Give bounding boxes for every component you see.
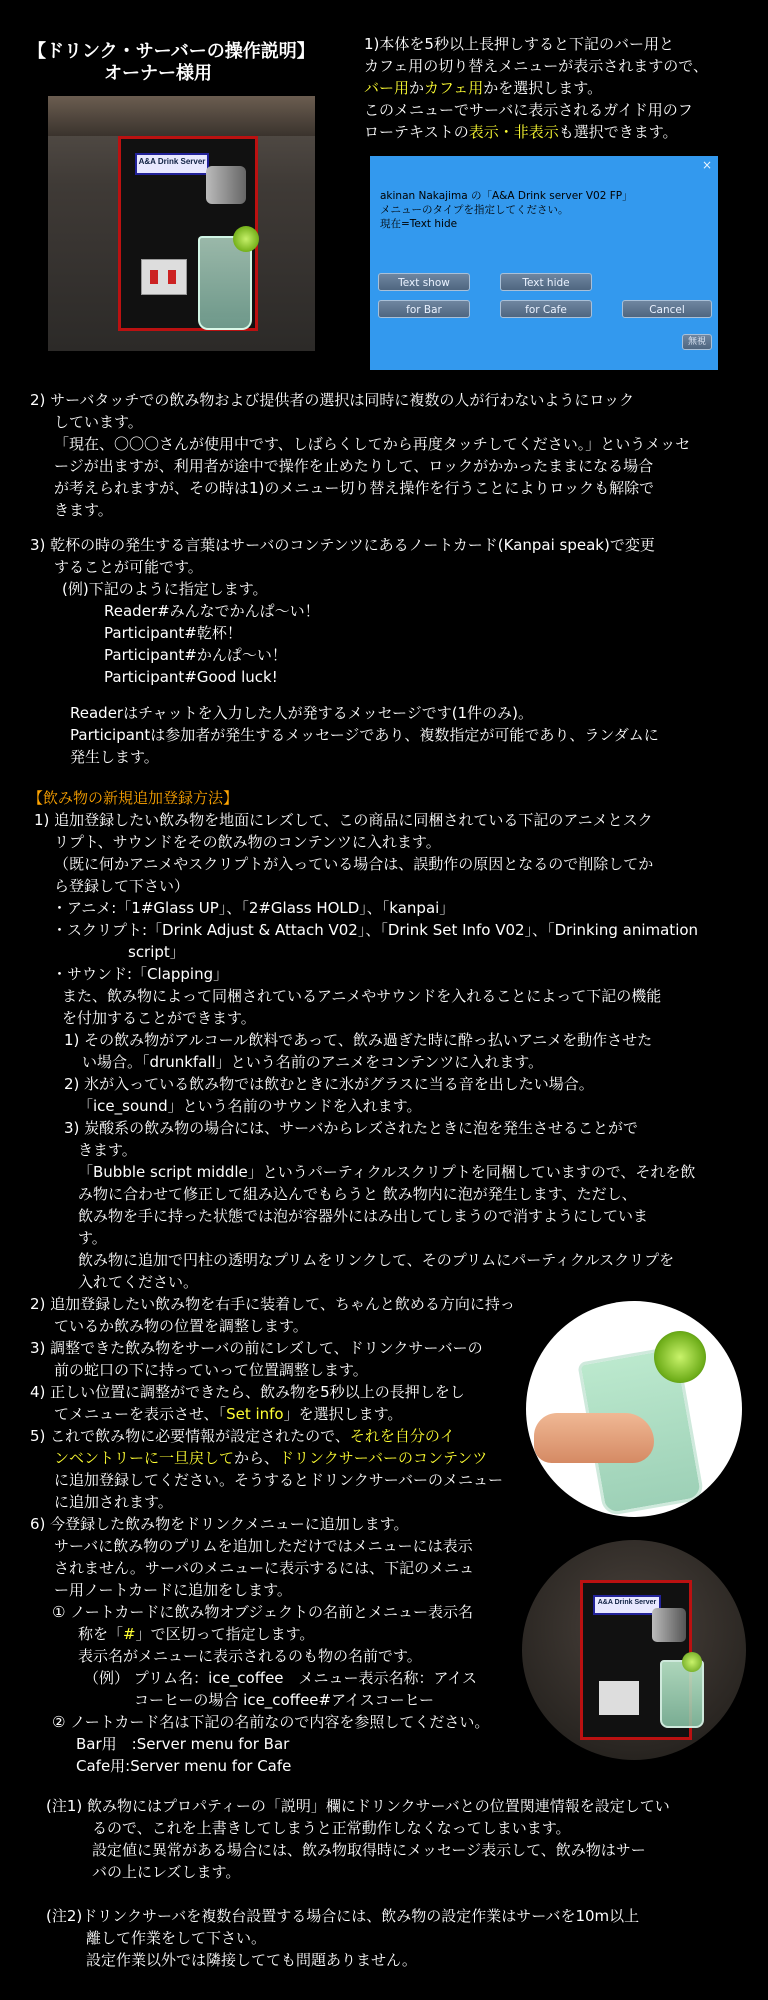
option1-line-2: い場合。「drunkfall」という名前のアニメをコンテンツに入れます。 [82, 1053, 543, 1071]
server-label: A&A Drink Server [135, 153, 209, 175]
sec3-note-2: Participantは参加者が発生するメッセージであり、複数指定が可能であり、ランダムに [70, 726, 659, 744]
server-glass-photo [522, 1540, 746, 1760]
hash-highlight: # [123, 1625, 136, 1643]
page-subtitle: オーナー様用 [104, 63, 212, 84]
ignore-button[interactable]: 無視 [682, 334, 712, 350]
for-cafe-button[interactable]: for Cafe [500, 300, 592, 318]
step5-line-4: に追加されます。 [54, 1493, 173, 1511]
bar-shelf [48, 96, 315, 136]
lime-slice [233, 226, 259, 252]
intro-float-text: ローテキストの [364, 123, 469, 141]
page-title: 【ドリンク・サーバーの操作説明】 [28, 41, 315, 62]
circle1-example-2: コーヒーの場合 ice_coffee#アイスコーヒー [134, 1691, 434, 1709]
lime-slice [654, 1331, 706, 1383]
step3-line-1: 3) 調整できた飲み物をサーバの前にレズして、ドリンクサーバーの [30, 1339, 483, 1357]
sec3-example-4: Participant#Good luck! [104, 668, 278, 686]
option3-line-4: み物に合わせて修正して組み込んでもらうと 飲み物内に泡が発生します、ただし、 [78, 1185, 637, 1203]
option3-line-8: 入れてください。 [78, 1273, 199, 1291]
step2-line-2: ているか飲み物の位置を調整します。 [54, 1317, 308, 1335]
note1-line-3: 設定値に異常がある場合には、飲み物取得時にメッセージ表示して、飲み物はサー [92, 1841, 646, 1859]
cancel-button[interactable]: Cancel [622, 300, 712, 318]
bar-highlight: バー用 [364, 79, 410, 97]
show-hide-highlight: 表示・非表示 [468, 123, 559, 141]
circle1-line-2 [78, 1624, 314, 1646]
step6-line-4: ー用ノートカードに追加をします。 [54, 1581, 292, 1599]
server-label: A&A Drink Server [593, 1595, 661, 1615]
option3-line-6: す。 [78, 1229, 107, 1247]
sec2-line-6: きます。 [54, 501, 113, 519]
menu-dialog [370, 156, 718, 370]
server-contents-highlight: ドリンクサーバーのコンテンツ [279, 1449, 488, 1467]
inventory-highlight-1: それを自分のイ [349, 1427, 455, 1445]
sec2-line-1: 2) サーバタッチでの飲み物および提供者の選択は同時に複数の人が行わないようにロック [30, 391, 635, 409]
option3-line-2: きます。 [78, 1141, 137, 1159]
hand-glass-photo [526, 1301, 742, 1517]
step1-line-3: （既に何かアニメやスクリプトが入っている場合は、誤動作の原因となるので削除してか [54, 855, 654, 873]
note1-line-1: (注1) 飲み物にはプロパティーの「説明」欄にドリンクサーバとの位置関連情報を設定してい [46, 1797, 670, 1815]
intro-select: かを選択します。 [483, 79, 603, 97]
intro-line-1: 1)本体を5秒以上長押しすると下記のバー用と [364, 35, 674, 53]
step6-line-3: されません。サーバのメニューに表示するには、下記のメニュ [54, 1559, 475, 1577]
faucet-nozzle [652, 1608, 686, 1642]
sec3-example-1: Reader#みんなでかんぱ～い！ [104, 602, 320, 620]
sec2-line-2: しています。 [54, 413, 143, 431]
text-show-button[interactable]: Text show [378, 273, 470, 291]
intro-line-4: このメニューでサーバに表示されるガイド用のフ [364, 101, 693, 119]
sec3-line-1: 3) 乾杯の時の発生する言葉はサーバのコンテンツにあるノートカード(Kanpai speak)で変更 [30, 536, 655, 554]
step5-info-set: 5) これで飲み物に必要情報が設定されたので、 [30, 1427, 350, 1445]
faucet-nozzle [206, 166, 246, 204]
step6-line-2: サーバに飲み物のプリムを追加しただけではメニューには表示 [54, 1537, 473, 1555]
circle1-example-1: （例） プリム名：ice_coffee メニュー表示名称：アイス [84, 1669, 478, 1687]
step5-line-3: に追加登録してください。そうするとドリンクサーバーのメニュー [54, 1471, 503, 1489]
sec3-note-3: 発生します。 [70, 748, 159, 766]
step4-select: 」を選択します。 [283, 1405, 403, 1423]
intro-line-5 [364, 122, 678, 144]
circle2-line-1: ② ノートカード名は下記の名前なので内容を参照してください。 [52, 1713, 490, 1731]
bar-notecard: Bar用 :Server menu for Bar [76, 1735, 290, 1753]
note1-line-4: バの上にレズします。 [92, 1863, 241, 1881]
option3-line-5: 飲み物を手に持った状態では泡が容器外にはみ出してしまうので消すようにしていま [78, 1207, 649, 1225]
note2-line-2: 離して作業をして下さい。 [86, 1929, 267, 1947]
step1-line-4: ら登録して下さい） [54, 877, 190, 895]
dialog-prompt-line: メニューのタイプを指定してください。 [380, 204, 569, 216]
section-heading: 【飲み物の新規追加登録方法】 [28, 789, 239, 807]
step5-line-2 [54, 1448, 487, 1470]
set-info-highlight: Set info [226, 1405, 284, 1423]
script-list-1: ・スクリプト:「Drink Adjust & Attach V02」、「Drink Set Info V02」、「Drinking animation [52, 921, 699, 939]
option3-line-1: 3) 炭酸系の飲み物の場合には、サーバからレズされたときに泡を発生させることがで [64, 1119, 638, 1137]
step5-then: から、 [234, 1449, 280, 1467]
step6-line-1: 6) 今登録した飲み物をドリンクメニューに追加します。 [30, 1515, 409, 1533]
step2-line-1: 2) 追加登録したい飲み物を右手に装着して、ちゃんと飲める方向に持っ [30, 1295, 515, 1313]
step4-show-menu: てメニューを表示させ、「 [54, 1405, 227, 1423]
text-hide-button[interactable]: Text hide [500, 273, 592, 291]
step3-line-2: 前の蛇口の下に持っていって位置調整します。 [54, 1361, 368, 1379]
anime-list: ・アニメ:「1#Glass UP」、「2#Glass HOLD」、「kanpai」 [52, 899, 455, 917]
for-bar-button[interactable]: for Bar [378, 300, 470, 318]
step1-line-2: リプト、サウンドをその飲み物のコンテンツに入れます。 [54, 833, 441, 851]
sec3-line-2: することが可能です。 [54, 558, 203, 576]
step1-line-1: 1) 追加登録したい飲み物を地面にレズして、この商品に同梱されている下記のアニメとスク [34, 811, 653, 829]
option2-line-2: 「ice_sound」という名前のサウンドを入れます。 [78, 1097, 422, 1115]
cafe-notecard: Cafe用:Server menu for Cafe [76, 1757, 292, 1775]
script-list-2: script」 [128, 943, 185, 961]
switch-plate [599, 1681, 639, 1715]
intro-line-3 [364, 78, 602, 100]
drink-server-photo [48, 96, 315, 351]
options-intro-2: を付加することができます。 [62, 1009, 256, 1027]
sec3-example-2: Participant#乾杯！ [104, 624, 242, 642]
sec2-line-5: が考えられますが、その時は1)のメニュー切り替え操作を行うことによりロックも解除で [54, 479, 655, 497]
sec2-line-4: ージが出ますが、利用者が途中で操作を止めたりして、ロックがかかったままになる場合 [54, 457, 654, 475]
sec3-example-label: (例)下記のように指定します。 [62, 580, 268, 598]
option2-line-1: 2) 氷が入っている飲み物では飲むときに氷がグラスに当る音を出したい場合。 [64, 1075, 594, 1093]
option1-line-1: 1) その飲み物がアルコール飲料であって、飲み過ぎた時に酔っ払いアニメを動作させた [64, 1031, 653, 1049]
intro-can-select: も選択できます。 [558, 123, 678, 141]
circle1-name: 称を「 [78, 1625, 124, 1643]
option3-line-7: 飲み物に追加で円柱の透明なプリムをリンクして、そのプリムにパーティクルスクリプを [78, 1251, 675, 1269]
circle1-line-1: ① ノートカードに飲み物オブジェクトの名前とメニュー表示名 [52, 1603, 473, 1621]
hand [534, 1413, 654, 1463]
option3-line-3: 「Bubble script middle」というパーティクルスクリプトを同梱していますので、それを飲 [78, 1163, 696, 1181]
switch-plate [141, 259, 187, 295]
lime-slice [682, 1652, 702, 1672]
step4-line-1: 4) 正しい位置に調整ができたら、飲み物を5秒以上の長押しをし [30, 1383, 465, 1401]
intro-line-2: カフェ用の切り替えメニューが表示されますので、 [364, 57, 708, 75]
sec3-note-1: Readerはチャットを入力した人が発するメッセージです(1件のみ)。 [70, 704, 533, 722]
close-icon[interactable]: × [701, 158, 712, 172]
circle1-separator: 」で区切って指定します。 [135, 1625, 315, 1643]
sound-list: ・サウンド:「Clapping」 [52, 965, 229, 983]
sec3-example-3: Participant#かんぱ～い！ [104, 646, 287, 664]
intro-or: か [409, 79, 425, 97]
note2-line-1: (注2)ドリンクサーバを複数台設置する場合には、飲み物の設定作業はサーバを10m以上 [46, 1907, 640, 1925]
options-intro-1: また、飲み物によって同梱されているアニメやサウンドを入れることによって下記の機能 [62, 987, 662, 1005]
note2-line-3: 設定作業以外では隣接してても問題ありません。 [86, 1951, 417, 1969]
circle1-line-3: 表示名がメニューに表示されるのも物の名前です。 [78, 1647, 422, 1665]
note1-line-2: るので、これを上書きしてしまうと正常動作しなくなってしまいます。 [92, 1819, 571, 1837]
inventory-highlight-2: ンベントリーに一旦戻して [54, 1449, 235, 1467]
cafe-highlight: カフェ用 [424, 79, 484, 97]
step4-line-2 [54, 1404, 402, 1426]
sec2-line-3: 「現在、〇〇〇さんが使用中です、しばらくしてから再度タッチしてください。」というメッセ [54, 435, 691, 453]
step5-line-1 [30, 1426, 455, 1448]
dialog-owner-line: akinan Nakajima の「A&A Drink server V02 FP」 [380, 190, 633, 202]
dialog-status-line: 現在=Text hide [380, 218, 458, 230]
